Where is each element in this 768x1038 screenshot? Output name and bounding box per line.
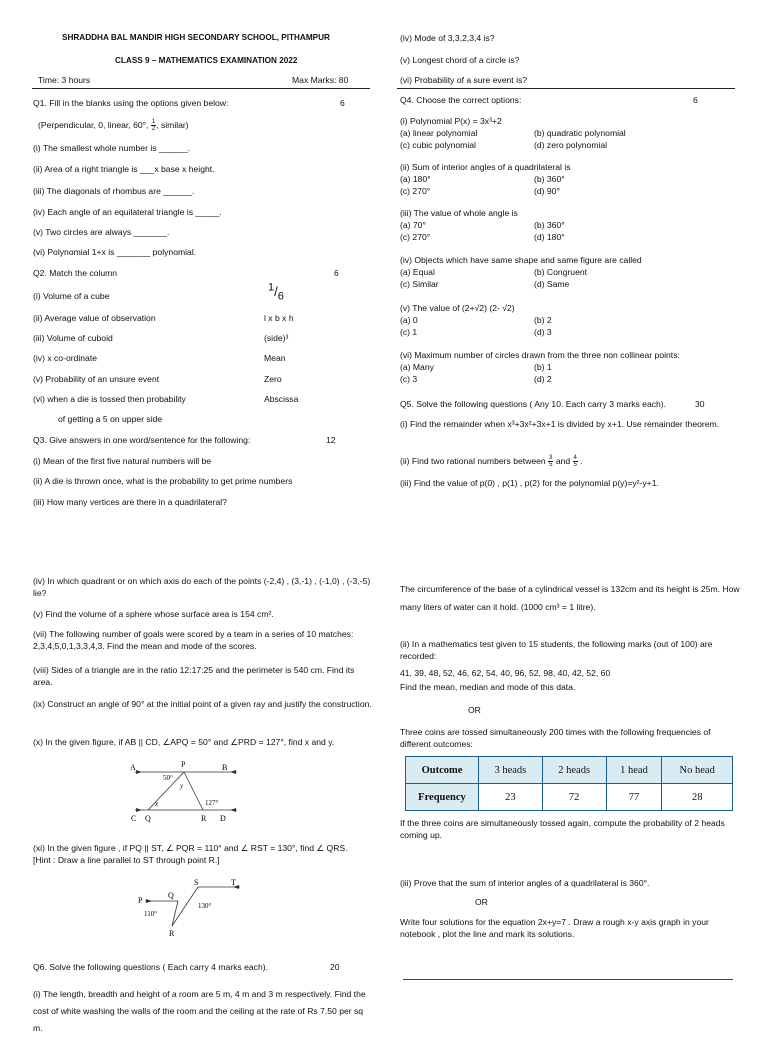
q3-item-4: (iv) Mode of 3,3,2,3,4 is?	[400, 33, 495, 43]
q5-fraction-1: $\frac{3}{5}$	[549, 455, 553, 468]
q4-item-2-stem: (ii) Sum of interior angles of a quadrilateral is	[400, 162, 571, 172]
q6-title: Q6. Solve the following questions ( Each carry 4 marks each).	[33, 962, 269, 972]
q4-item-5-option-d: (d) 3	[534, 327, 552, 337]
q2-left-6: (vi) when a die is tossed then probability	[33, 394, 186, 404]
q6-or-2: OR	[475, 897, 488, 907]
fig2-angle-110: 110°	[144, 910, 158, 918]
q6-cylinder-question: The circumference of the base of a cylindrical vessel is 132cm and its height is 25m. How many liters of water can it hold. (1000 cm³ = 1 litre).	[400, 584, 740, 613]
q3-item-2: (ii) A die is thrown once, what is the probability to get prime numbers	[33, 476, 293, 486]
q2-right-4: Mean	[264, 353, 286, 363]
table-header-outcome: Outcome	[406, 757, 479, 784]
q2-right-2: l x b x h	[264, 313, 294, 323]
q4-item-4-stem: (iv) Objects which have same shape and same figure are called	[400, 255, 642, 265]
q4-item-5-stem: (v) The value of (2+√2) (2- √2)	[400, 303, 515, 313]
table-row-label-frequency: Frequency	[406, 784, 479, 811]
q4-title: Q4. Choose the correct options:	[400, 95, 522, 105]
q4-item-5-option-b: (b) 2	[534, 315, 552, 325]
q5-item-3: (iii) Find the value of p(0) , p(1) , p(2) for the polynomial p(y)=y²-y+1.	[400, 478, 659, 488]
q1-options: (Perpendicular, 0, linear, 60°, $\frac{1}{2}$ , similar)	[38, 119, 189, 132]
q6-item-2: (ii) In a mathematics test given to 15 students, the following marks (out of 100) are recorded:	[400, 639, 713, 662]
fig1-label-d: D	[220, 814, 226, 823]
q5-item-4: (iv) In which quadrant or on which axis do each of the points (-2,4) , (3,-1) , (-1,0) , (-3,-5) lie?	[33, 576, 371, 599]
q5-item-11: (xi) In the given figure , if PQ || ST, ∠ PQR = 110° and ∠ RST = 130°, find ∠ QRS.	[33, 843, 348, 853]
q5-item-1: (i) Find the remainder when x³+3x²+3x+1 is divided by x+1. Use remainder theorem.	[400, 419, 720, 429]
q3-marks: 12	[326, 435, 336, 445]
q4-item-4-option-c: (c) Similar	[400, 279, 439, 289]
q2-left-1: (i) Volume of a cube	[33, 291, 110, 301]
fig2-label-r: R	[169, 929, 175, 938]
q1-item-2: (ii) Area of a right triangle is ___x base x height.	[33, 164, 215, 174]
school-name: SHRADDHA BAL MANDIR HIGH SECONDARY SCHOOL, PITHAMPUR	[62, 33, 330, 42]
q4-marks: 6	[693, 95, 698, 105]
fig1-angle-127: 127°	[205, 799, 219, 807]
fig2-label-s: S	[194, 878, 199, 887]
q4-item-1-option-a: (a) linear polynomial	[400, 128, 478, 138]
q4-item-4-option-a: (a) Equal	[400, 267, 435, 277]
q5-item-5: (v) Find the volume of a sphere whose surface area is 154 cm².	[33, 609, 274, 619]
q4-item-2-option-a: (a) 180°	[400, 174, 431, 184]
fig1-label-b: B	[222, 763, 228, 772]
figure-angle-qrs	[130, 878, 250, 940]
q1-marks: 6	[340, 98, 345, 108]
q5-item-10: (x) In the given figure, if AB || CD, ∠APQ = 50° and ∠PRD = 127°, find x and y.	[33, 737, 335, 747]
table-cell: 77	[606, 784, 662, 811]
q4-item-3-stem: (iii) The value of whole angle is	[400, 208, 518, 218]
q4-item-1-option-c: (c) cubic polynomial	[400, 140, 476, 150]
fig1-label-a: A	[130, 763, 136, 772]
q5-marks: 30	[695, 399, 705, 409]
fig2-label-t: T	[231, 878, 236, 887]
q5-title: Q5. Solve the following questions ( Any 10. Each carry 3 marks each).	[400, 399, 667, 409]
q2-left-2: (ii) Average value of observation	[33, 313, 156, 323]
header-divider	[32, 88, 370, 89]
q4-item-6-option-d: (d) 2	[534, 374, 552, 384]
q1-item-5: (v) Two circles are always _______.	[33, 227, 170, 237]
fig1-label-p: P	[181, 760, 186, 769]
q1-item-6: (vi) Polynomial 1+x is _______ polynomial.	[33, 247, 197, 257]
table-header-2-heads: 2 heads	[542, 757, 606, 784]
q4-item-6-option-a: (a) Many	[400, 362, 434, 372]
fig2-label-q: Q	[168, 891, 174, 900]
q6-coins-question: Three coins are tossed simultaneously 200 times with the following frequencies of different outcomes:	[400, 727, 711, 750]
q6-coins-probability: If the three coins are simultaneously tossed again, compute the probability of 2 heads coming up.	[400, 818, 725, 841]
q1-item-1: (i) The smallest whole number is ______.	[33, 143, 190, 153]
q1-options-fraction: $\frac{1}{2}$	[151, 119, 156, 132]
q4-item-2-option-b: (b) 360°	[534, 174, 565, 184]
time-label: Time: 3 hours	[38, 75, 91, 85]
q5-item-7: (vii) The following number of goals were scored by a team in a series of 10 matches: 2,3,4,5,0,1,3,3,4,3. Find the mean and mode of the scores.	[33, 629, 354, 652]
q3-item-3: (iii) How many vertices are there in a quadrilateral?	[33, 497, 227, 507]
q1-title: Q1. Fill in the blanks using the options given below:	[33, 98, 229, 108]
fig2-angle-130: 130°	[198, 902, 212, 910]
q2-title: Q2. Match the column	[33, 268, 118, 278]
q2-right-1: $^1/_6$	[268, 281, 284, 303]
q6-marks: 20	[330, 962, 340, 972]
q1-item-4: (iv) Each angle of an equilateral triangle is _____.	[33, 207, 222, 217]
q4-item-1-stem: (i) Polynomial P(x) = 3x³+2	[400, 116, 502, 126]
q6-item-2-task: Find the mean, median and mode of this data.	[400, 682, 576, 692]
q5-fraction-2: $\frac{4}{5}$	[573, 455, 577, 468]
q4-item-3-option-d: (d) 180°	[534, 232, 565, 242]
q4-item-5-option-a: (a) 0	[400, 315, 418, 325]
q2-left-4: (iv) x co-ordinate	[33, 353, 97, 363]
q4-item-3-option-b: (b) 360°	[534, 220, 565, 230]
q2-right-5: Zero	[264, 374, 282, 384]
q4-item-4-option-d: (d) Same	[534, 279, 570, 289]
q3-title: Q3. Give answers in one word/sentence for the following:	[33, 435, 251, 445]
q4-item-2-option-c: (c) 270°	[400, 186, 431, 196]
q4-item-1-option-b: (b) quadratic polynomial	[534, 128, 626, 138]
q5-item-11-hint: [Hint : Draw a line parallel to ST through point R.]	[33, 855, 220, 865]
frequency-table	[405, 756, 733, 811]
q4-item-6-option-c: (c) 3	[400, 374, 418, 384]
q3-item-5: (v) Longest chord of a circle is?	[400, 55, 520, 65]
q6-item-3-alt: Write four solutions for the equation 2x+y=7 . Draw a rough x-y axis graph in your notebook , plot the line and mark its solutions.	[400, 917, 709, 940]
table-header-3-heads: 3 heads	[479, 757, 543, 784]
fig1-label-x: x	[155, 800, 159, 808]
q4-item-6-stem: (vi) Maximum number of circles drawn from the three non collinear points:	[400, 350, 680, 360]
q1-item-3: (iii) The diagonals of rhombus are ______.	[33, 186, 195, 196]
q6-item-1: (i) The length, breadth and height of a room are 5 m, 4 m and 3 m respectively. Find the cost of white washing the walls of the room and the ceiling at the rate of Rs 7.50 per sq m.	[33, 989, 366, 1034]
table-cell: 23	[479, 784, 543, 811]
q2-right-3: (side)³	[264, 333, 289, 343]
table-cell: 72	[542, 784, 606, 811]
q2-left-5: (v) Probability of an unsure event	[33, 374, 160, 384]
q6-item-3: (iii) Prove that the sum of interior angles of a quadrilateral is 360°.	[400, 878, 650, 888]
q2-marks: 6	[334, 268, 339, 278]
q4-item-3-option-c: (c) 270°	[400, 232, 431, 242]
q4-item-5-option-c: (c) 1	[400, 327, 418, 337]
end-rule	[403, 979, 733, 980]
q5-item-8: (viii) Sides of a triangle are in the ratio 12:17:25 and the perimeter is 540 cm. Find its area.	[33, 665, 355, 688]
figure-parallel-lines	[125, 758, 245, 826]
q3-item-6: (vi) Probability of a sure event is?	[400, 75, 528, 85]
q6-item-2-data: 41, 39, 48, 52, 46, 62, 54, 40, 96, 52, 98, 40, 42, 52, 60	[400, 668, 611, 678]
table-header-1-head: 1 head	[606, 757, 662, 784]
fig1-label-r: R	[201, 814, 207, 823]
q4-item-6-option-b: (b) 1	[534, 362, 552, 372]
q3-item-1: (i) Mean of the first five natural numbers will be	[33, 456, 212, 466]
q4-item-3-option-a: (a) 70°	[400, 220, 426, 230]
table-header-no-head: No head	[662, 757, 733, 784]
q2-left-6-cont: of getting a 5 on upper side	[58, 414, 163, 424]
q2-left-3: (iii) Volume of cuboid	[33, 333, 113, 343]
fig1-label-y: y	[180, 782, 184, 790]
q5-item-9: (ix) Construct an angle of 90° at the initial point of a given ray and justify the construction.	[33, 699, 372, 709]
max-marks-label: Max Marks: 80	[292, 75, 349, 85]
table-cell: 28	[662, 784, 733, 811]
q2-right-6: Abscissa	[264, 394, 299, 404]
q4-item-4-option-b: (b) Congruent	[534, 267, 588, 277]
fig1-angle-50: 50°	[163, 774, 173, 782]
fig2-label-p: P	[138, 896, 143, 905]
fig1-label-q: Q	[145, 814, 151, 823]
fig1-label-c: C	[131, 814, 137, 823]
q4-item-1-option-d: (d) zero polynomial	[534, 140, 608, 150]
q6-or-1: OR	[468, 705, 481, 715]
q4-item-2-option-d: (d) 90°	[534, 186, 560, 196]
q3-divider	[397, 88, 735, 89]
q5-item-2: (ii) Find two rational numbers between $\frac{3}{5}$ and $\frac{4}{5}$ .	[400, 455, 583, 468]
exam-title: CLASS 9 – MATHEMATICS EXAMINATION 2022	[115, 56, 298, 65]
